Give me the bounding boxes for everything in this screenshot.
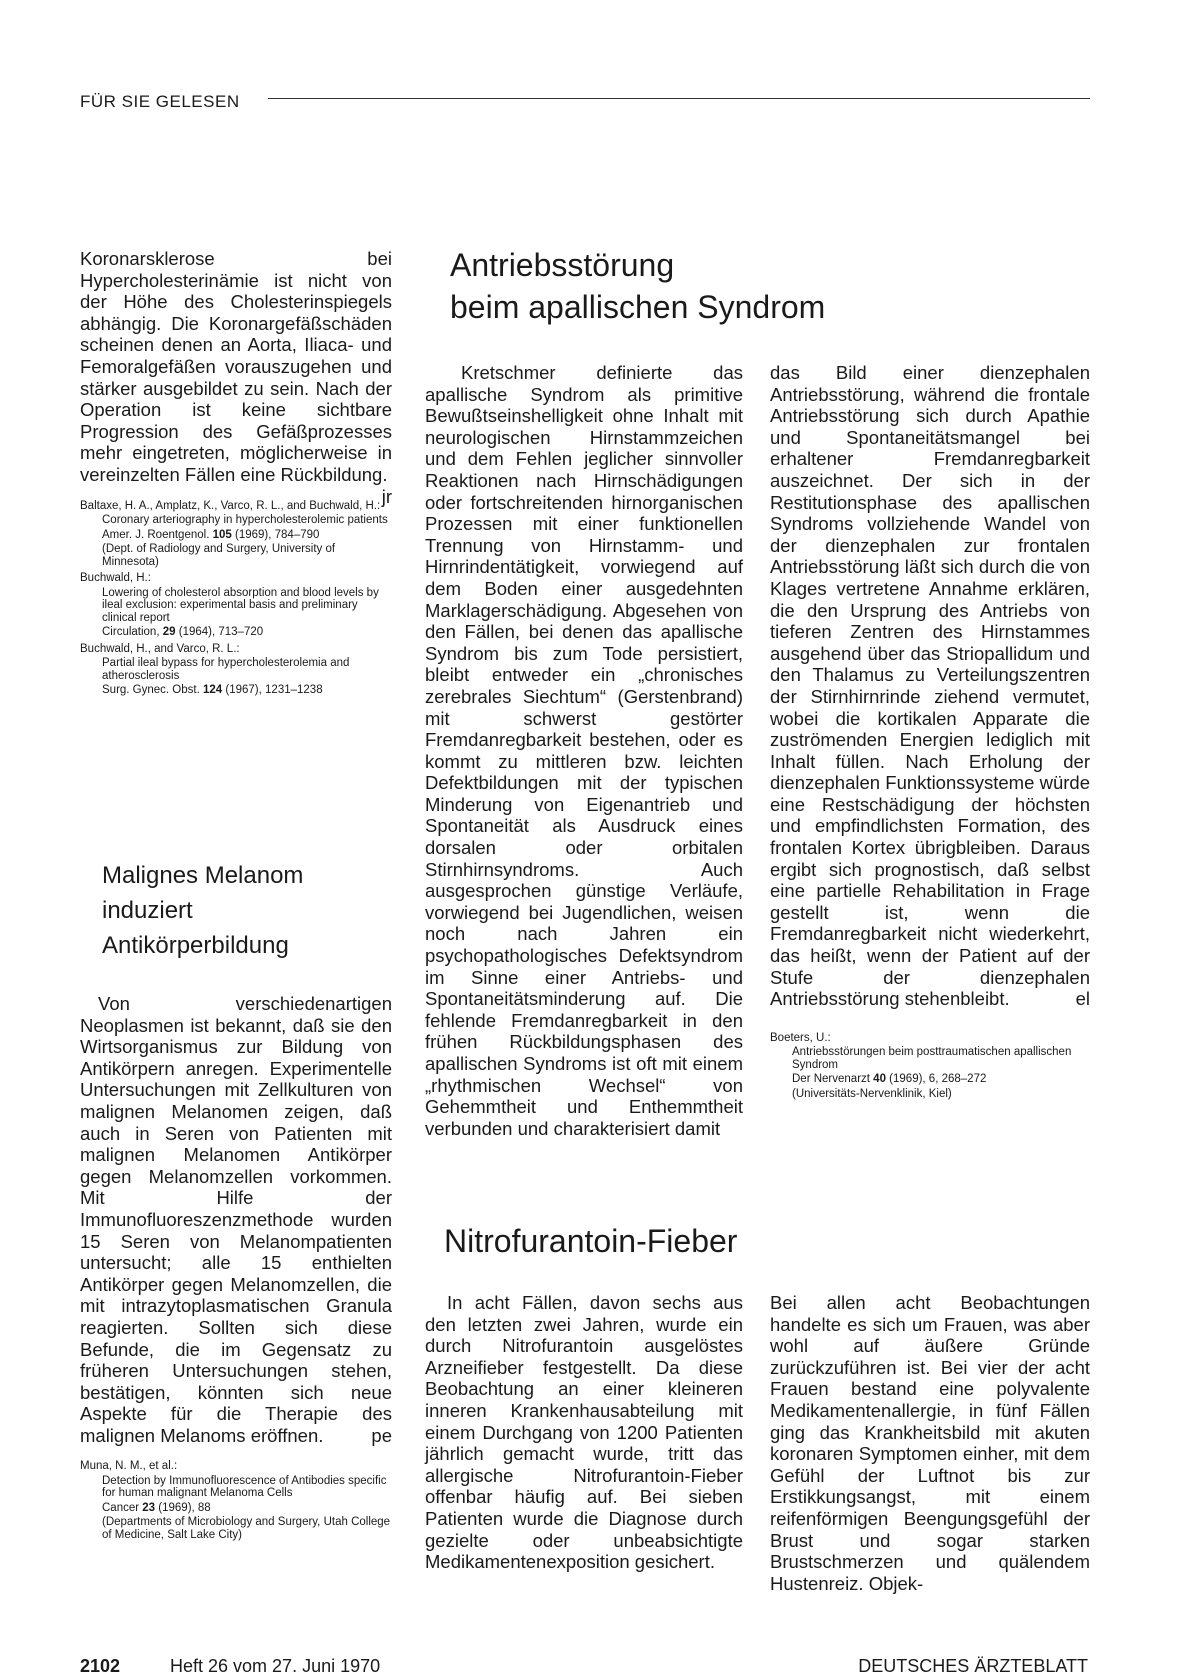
article-headline	[444, 1220, 1064, 1262]
article-antriebsstoerung-col1	[425, 362, 743, 1139]
journal-name: DEUTSCHES ÄRZTEBLATT	[858, 1656, 1088, 1676]
ref-title: Coronary arteriography in hypercholesterolemic patients	[102, 514, 388, 527]
header-rule	[268, 98, 1090, 99]
author-signature: pe	[371, 1424, 392, 1446]
article-body: In acht Fällen, davon sechs aus den letzten zwei Jahren, wurde ein durch Nitrofurantoin ausgelöstes Arzneifieber festgestellt. Da diese Beobachtung an einer kleineren inneren Krankenhausabteilung mit einem Durchgang von 1200 Patienten jährlich gemacht wurde, tritt das allergische Nitrofurantoin-Fieber offenbar häufig auf. Bei sieben Patienten wurde die Diagnose durch gezielte oder unbeabsichtigte Medikamentenexposition gesichert.	[425, 1292, 743, 1573]
article-body: Bei allen acht Beobachtungen handelte es sich um Frauen, was aber wohl auf äußere Gründe zurückzuführen ist. Bei vier der acht Frauen bestand eine polyvalente Medikamentenallergie, in fünf Fällen ging das Krankheitsbild mit akuten koronaren Symptomen einher, mit dem Gefühl der Luftnot bis zur Erstikkungsangst, mit einem reifenförmigen Beengungsgefühl der Brust und sogar starken Brustschmerzen und quälendem Hustenreiz. Objek-	[770, 1292, 1090, 1594]
issue-info: Heft 26 vom 27. Juni 1970	[170, 1656, 381, 1676]
ref-title: Partial ileal bypass for hypercholesterolemia and atherosclerosis	[102, 657, 350, 682]
article-text: Koronarsklerose bei Hypercholesterinämie ist nicht von der Höhe des Cholesterinspiegels abhängig. Die Koronargefäßschäden scheinen denen an Aorta, Iliaca- und Femoralgefäßen vorauszugehen und stärker ausgebildet zu sein. Nach der Operation ist keine sichtbare Progression des Gefäßprozesses mehr eingetreten, möglicherweise in vereinzelten Fällen eine Rückbildung.	[80, 248, 392, 485]
ref-source: Cancer 23 (1969), 88	[102, 1501, 211, 1514]
article-text: Von verschiedenartigen Neoplasmen ist bekannt, daß sie den Wirtsorganismus zur Bildung von Antikörpern anregen. Experimentelle Untersuchungen mit Zellkulturen von malignen Melanomen zeigen, daß auch in Seren von Patienten mit malignen Melanomen Antikörper gegen Melanomzellen vorkommen. Mit Hilfe der Immunofluoreszenzmethode wurden 15 Seren von Melanompatienten untersucht; alle 15 enthielten Antikörper gegen Melanomzellen, die mit intrazytoplasmatischen Granula reagierten. Sollten sich diese Befunde, die im Gegensatz zu früheren Untersuchungen stehen, bestätigen, könnten sich neue Aspekte für die Therapie des malignen Melanoms eröffnen.	[80, 993, 392, 1446]
article-text: das Bild einer dienzephalen Antriebsstörung, während die frontale Antriebsstörung sich durch Apathie und Spontaneitätsmangel bei erhaltener Fremdanregbarkeit auszeichnet. Der sich in der Restitutionsphase des apallischen Syndroms vollziehende Wandel von der dienzephalen zur frontalen Antriebsstörung läßt sich durch die von Klages vertretene Annahme erklären, die den Ursprung des Antriebs von tieferen Zentren des Hirnstammes ausgehend über das Striopallidum und den Thalamus zu Verteilungszentren der Stirnhirnrinde ziehend vermutet, wobei die kortikalen Apparate die zuströmenden Energien lediglich mit Inhalt füllen. Nach Erholung der dienzephalen Funktionssysteme würde eine Restschädigung der höchsten und empfindlichsten Formation, des frontalen Kortex übrigbleiben. Daraus ergibt sich prognostisch, daß selbst eine partielle Rehabilitation in Frage gestellt ist, wenn die Fremdanregbarkeit nicht wiederkehrt, das heißt, wenn der Patient auf der Stufe der dienzephalen Antriebsstörung stehenbleibt.	[770, 362, 1090, 1010]
article-koronarsklerose	[80, 248, 392, 699]
ref-source: Der Nervenarzt 40 (1969), 6, 268–272	[792, 1073, 987, 1086]
ref-author: Buchwald, H.:	[80, 572, 151, 585]
ref-title: Detection by Immunofluorescence of Antibodies specific for human malignant Melanoma Cells	[102, 1474, 387, 1500]
ref-source: Circulation, 29 (1964), 713–720	[102, 626, 264, 639]
reference	[80, 643, 392, 697]
article-headline	[450, 244, 1070, 328]
page-number: 2102	[80, 1656, 121, 1676]
article-headline-title: Antriebsstörung beim apallischen Syndrom	[450, 247, 826, 325]
article-body	[80, 993, 392, 1446]
author-signature: jr	[381, 485, 392, 507]
article-body: Kretschmer definierte das apallische Syndrom als primitive Bewußtseinshelligkeit ohne Inhalt mit neurologischen Hirnstammzeichen und dem Fehlen jeglicher sinnvoller Reaktionen nach Hirnschädigungen oder fortschreitenden hirnorganischen Prozessen mit einer funktionellen Trennung von Hirnstamm- und Hirnrindentätigkeit, vorwiegend auf dem Boden einer ausgedehnten Marklagerschädigung. Abgesehen von den Fällen, bei denen das apallische Syndrom bis zum Tode persistiert, bleibt entweder ein „chronisches zerebrales Siechtum“ (Gerstenbrand) mit schwerst gestörter Fremdanregbarkeit bestehen, oder es kommt zu mittleren bzw. leichten Defektbildungen mit der typischen Minderung von Eigenantrieb und Spontaneität als Ausdruck eines dorsalen oder orbitalen Stirnhirnsyndroms. Auch ausgesprochen günstige Verläufe, vorwiegend bei Jugendlichen, weisen noch nach Jahren ein psychopathologisches Defektsyndrom im Sinne einer Antriebs- und Spontaneitätsminderung auf. Die fehlende Fremdanregbarkeit in den frühen Rückbildungsphasen des apallischen Syndroms ist oft mit einem „rhythmischen Wechsel“ von Gehemmtheit und Enthemmtheit verbunden und charakterisiert damit	[425, 362, 743, 1139]
ref-author: Muna, N. M., et al.:	[80, 1460, 178, 1473]
author-signature: el	[1075, 988, 1090, 1010]
ref-author: Boeters, U.:	[770, 1031, 831, 1044]
ref-note: (Dept. of Radiology and Surgery, University of Minnesota)	[102, 543, 336, 568]
reference	[80, 500, 392, 569]
article-headline: Malignes Melanom induziert Antikörperbildung	[102, 862, 304, 959]
reference	[80, 1460, 392, 1541]
article-body	[770, 362, 1090, 1010]
article-malignes-melanom	[80, 858, 392, 1543]
ref-author: Baltaxe, H. A., Amplatz, K., Varco, R. L., and Buchwald, H.:	[80, 499, 381, 512]
reference	[770, 1032, 1090, 1101]
ref-title: Antriebsstörungen beim posttraumatischen apallischen Syndrom	[792, 1046, 1072, 1071]
ref-note: (Universitäts-Nervenklinik, Kiel)	[792, 1087, 952, 1100]
article-nitrofurantoin-col1	[425, 1292, 743, 1573]
article-headline-title: Nitrofurantoin-Fieber	[444, 1223, 738, 1259]
article-antriebsstoerung-col2	[770, 362, 1090, 1102]
ref-title: Lowering of cholesterol absorption and blood levels by ileal exclusion: experimental basis and preliminary clinical report	[102, 586, 379, 624]
reference	[80, 572, 392, 639]
ref-source: Amer. J. Roentgenol. 105 (1969), 784–790	[102, 528, 320, 541]
article-nitrofurantoin-col2	[770, 1292, 1090, 1594]
section-header: FÜR SIE GELESEN	[80, 92, 240, 111]
ref-note: (Departments of Microbiology and Surgery, Utah College of Medicine, Salt Lake City)	[102, 1516, 391, 1541]
references	[80, 500, 392, 697]
ref-source: Surg. Gynec. Obst. 124 (1967), 1231–1238	[102, 684, 323, 697]
ref-author: Buchwald, H., and Varco, R. L.:	[80, 642, 240, 655]
